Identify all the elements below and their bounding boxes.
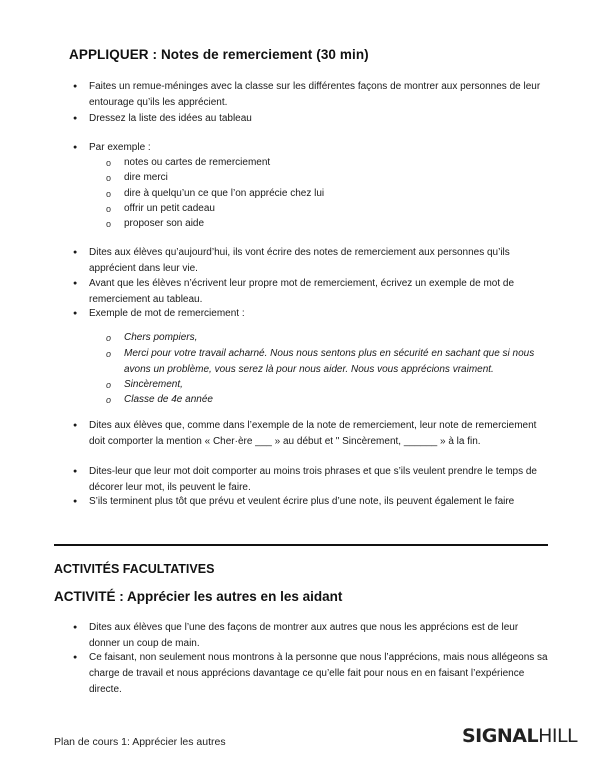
- list-item: ● Dites-leur que leur mot doit comporter au moins trois phrases et que s’ils veulent prendre le temps de décorer leur mot, ils peuvent le faire.: [69, 464, 549, 496]
- list-item: ● Dites aux élèves qu’aujourd’hui, ils vont écrire des notes de remerciement aux personnes qu’ils apprécient dans leur vie.: [69, 245, 549, 277]
- list-item: ● Ce faisant, non seulement nous montrons à la personne que nous l’apprécions, mais nous allégeons sa charge de travail et nous apprécions davantage ce qu’elle fait pour nous en en faisant l’expérience directe.: [69, 650, 549, 698]
- footer-lesson-title: Plan de cours 1: Apprécier les autres: [54, 736, 226, 748]
- sub-list-item: o notes ou cartes de remerciement: [104, 155, 549, 171]
- list-item: ● S’ils terminent plus tôt que prévu et veulent écrire plus d’une note, ils peuvent également le faire: [69, 494, 549, 510]
- list-item: ● Dites aux élèves que, comme dans l’exemple de la note de remerciement, leur note de remerciement doit comporter la mention « Cher·ère ___ » au début et " Sincèrement, ______ » à la fin.: [69, 418, 549, 450]
- section-title-appliquer: APPLIQUER : Notes de remerciement (30 min): [69, 47, 369, 62]
- note-line-signature: o Classe de 4e année: [104, 392, 549, 408]
- list-item: ● Dressez la liste des idées au tableau: [69, 111, 549, 127]
- sub-list-item: o offrir un petit cadeau: [104, 201, 549, 217]
- logo-text-bold: SIGNAL: [462, 725, 539, 747]
- activity-title: ACTIVITÉ : Apprécier les autres en les aidant: [54, 589, 343, 604]
- logo-text-light: HILL: [538, 725, 578, 747]
- list-item: ● Par exemple :: [69, 140, 549, 156]
- sub-list-item: o dire à quelqu’un ce que l’on apprécie chez lui: [104, 186, 549, 202]
- note-line-body: o Merci pour votre travail acharné. Nous nous sentons plus en sécurité en sachant que si nous avons un problème, vous serez là pour nous aider. Nous vous apprécions vraiment.: [104, 346, 549, 378]
- list-item: ● Faites un remue-méninges avec la classe sur les différentes façons de montrer aux personnes de leur entourage qu’ils les apprécient.: [69, 79, 549, 111]
- section-title-optional-activities: ACTIVITÉS FACULTATIVES: [54, 562, 215, 576]
- section-divider: [54, 544, 548, 546]
- sub-list-item: o proposer son aide: [104, 216, 549, 232]
- note-line-closing: o Sincèrement,: [104, 377, 549, 393]
- note-line-greeting: o Chers pompiers,: [104, 330, 549, 346]
- list-item: ● Exemple de mot de remerciement :: [69, 306, 549, 322]
- sub-list-item: o dire merci: [104, 170, 549, 186]
- list-item: ● Avant que les élèves n’écrivent leur propre mot de remerciement, écrivez un exemple de mot de remerciement au tableau.: [69, 276, 549, 308]
- signalhill-logo: [462, 725, 577, 747]
- list-item: ● Dites aux élèves que l’une des façons de montrer aux autres que nous les apprécions est de leur donner un coup de main.: [69, 620, 549, 652]
